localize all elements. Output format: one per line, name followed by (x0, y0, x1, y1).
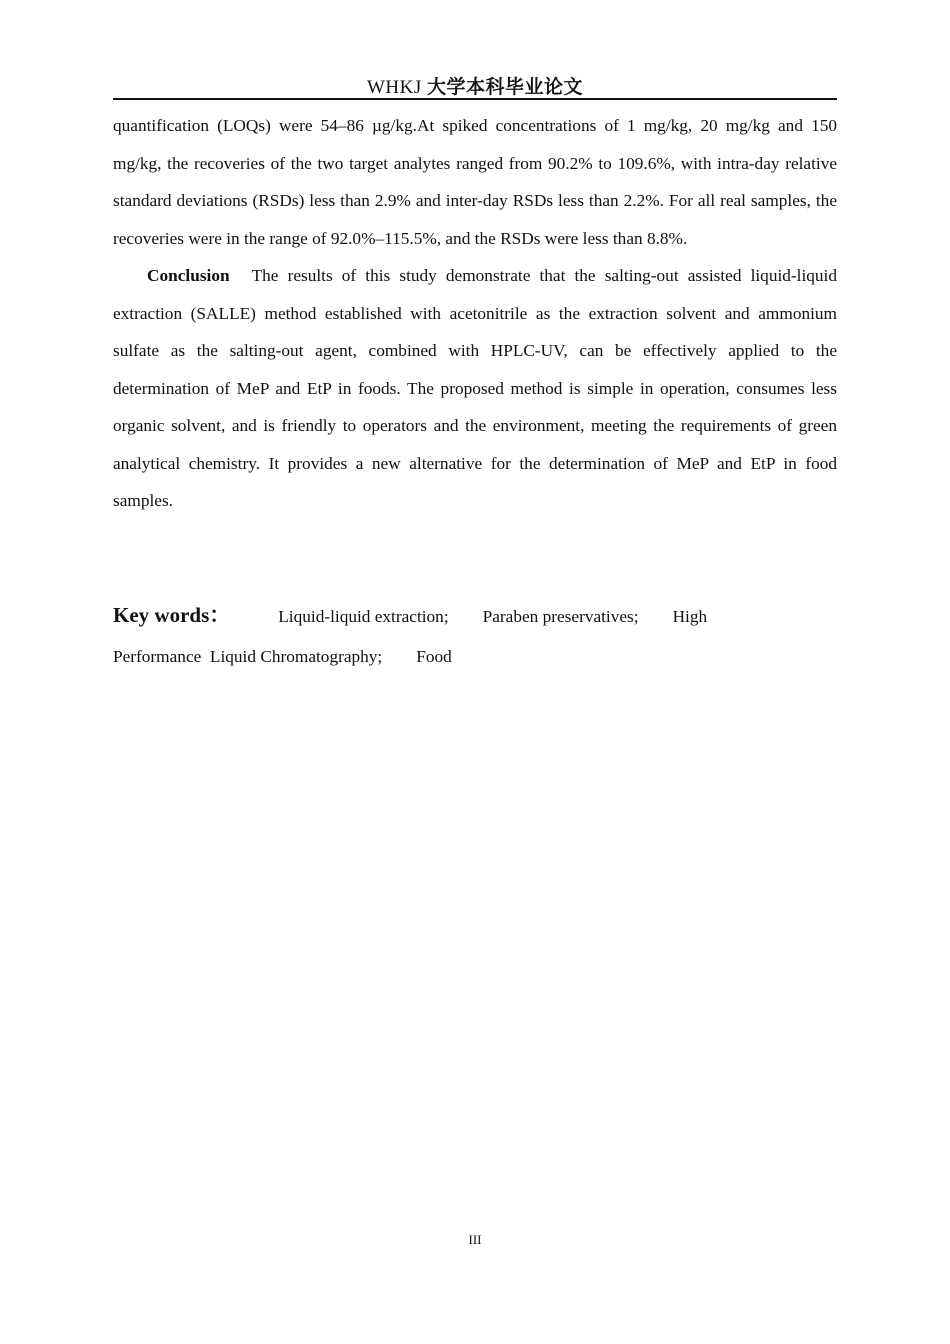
keywords-line-2 (113, 638, 837, 676)
header-latin: WHKJ (366, 77, 422, 98)
keywords-section (113, 596, 837, 676)
abstract-body (113, 107, 837, 520)
keyword-item: Food (416, 647, 452, 666)
keywords-title: Key words： (113, 603, 231, 627)
conclusion-label: Conclusion (147, 266, 230, 285)
conclusion-text: The results of this study demonstrate that the salting-out assisted liquid-liquid extraction (SALLE) method established with acetonitrile as the extraction solvent and ammonium sulfate as the salting-out agent, combined with HPLC-UV, can be effectively applied to the determination of MeP and EtP in foods. The proposed method is simple in operation, consumes less organic solvent, and is friendly to operators and the environment, meeting the requirements of green analytical chemistry. It provides a new alternative for the determination of MeP and EtP in food samples. (113, 266, 837, 510)
header-chinese: 大学本科毕业论文 (427, 77, 584, 98)
page-number: III (468, 1232, 482, 1247)
results-paragraph: quantification (LOQs) were 54–86 µg/kg.At spiked concentrations of 1 mg/kg, 20 mg/kg and 150 mg/kg, the recoveries of the two target analytes ranged from 90.2% to 109.6%, with intra-day relative standard deviations (RSDs) less than 2.9% and inter-day RSDs less than 2.2%. For all real samples, the recoveries were in the range of 92.0%–115.5%, and the RSDs were less than 8.8%. (113, 116, 837, 248)
keyword-item: Liquid-liquid extraction; (278, 607, 449, 626)
keyword-item: Performance Liquid Chromatography; (113, 647, 383, 666)
keyword-item: High (672, 607, 708, 626)
header-rule (113, 98, 837, 100)
keywords-line-1 (113, 596, 837, 638)
conclusion-paragraph (113, 257, 837, 520)
keyword-item: Paraben preservatives; (482, 607, 639, 626)
running-header (113, 72, 837, 99)
